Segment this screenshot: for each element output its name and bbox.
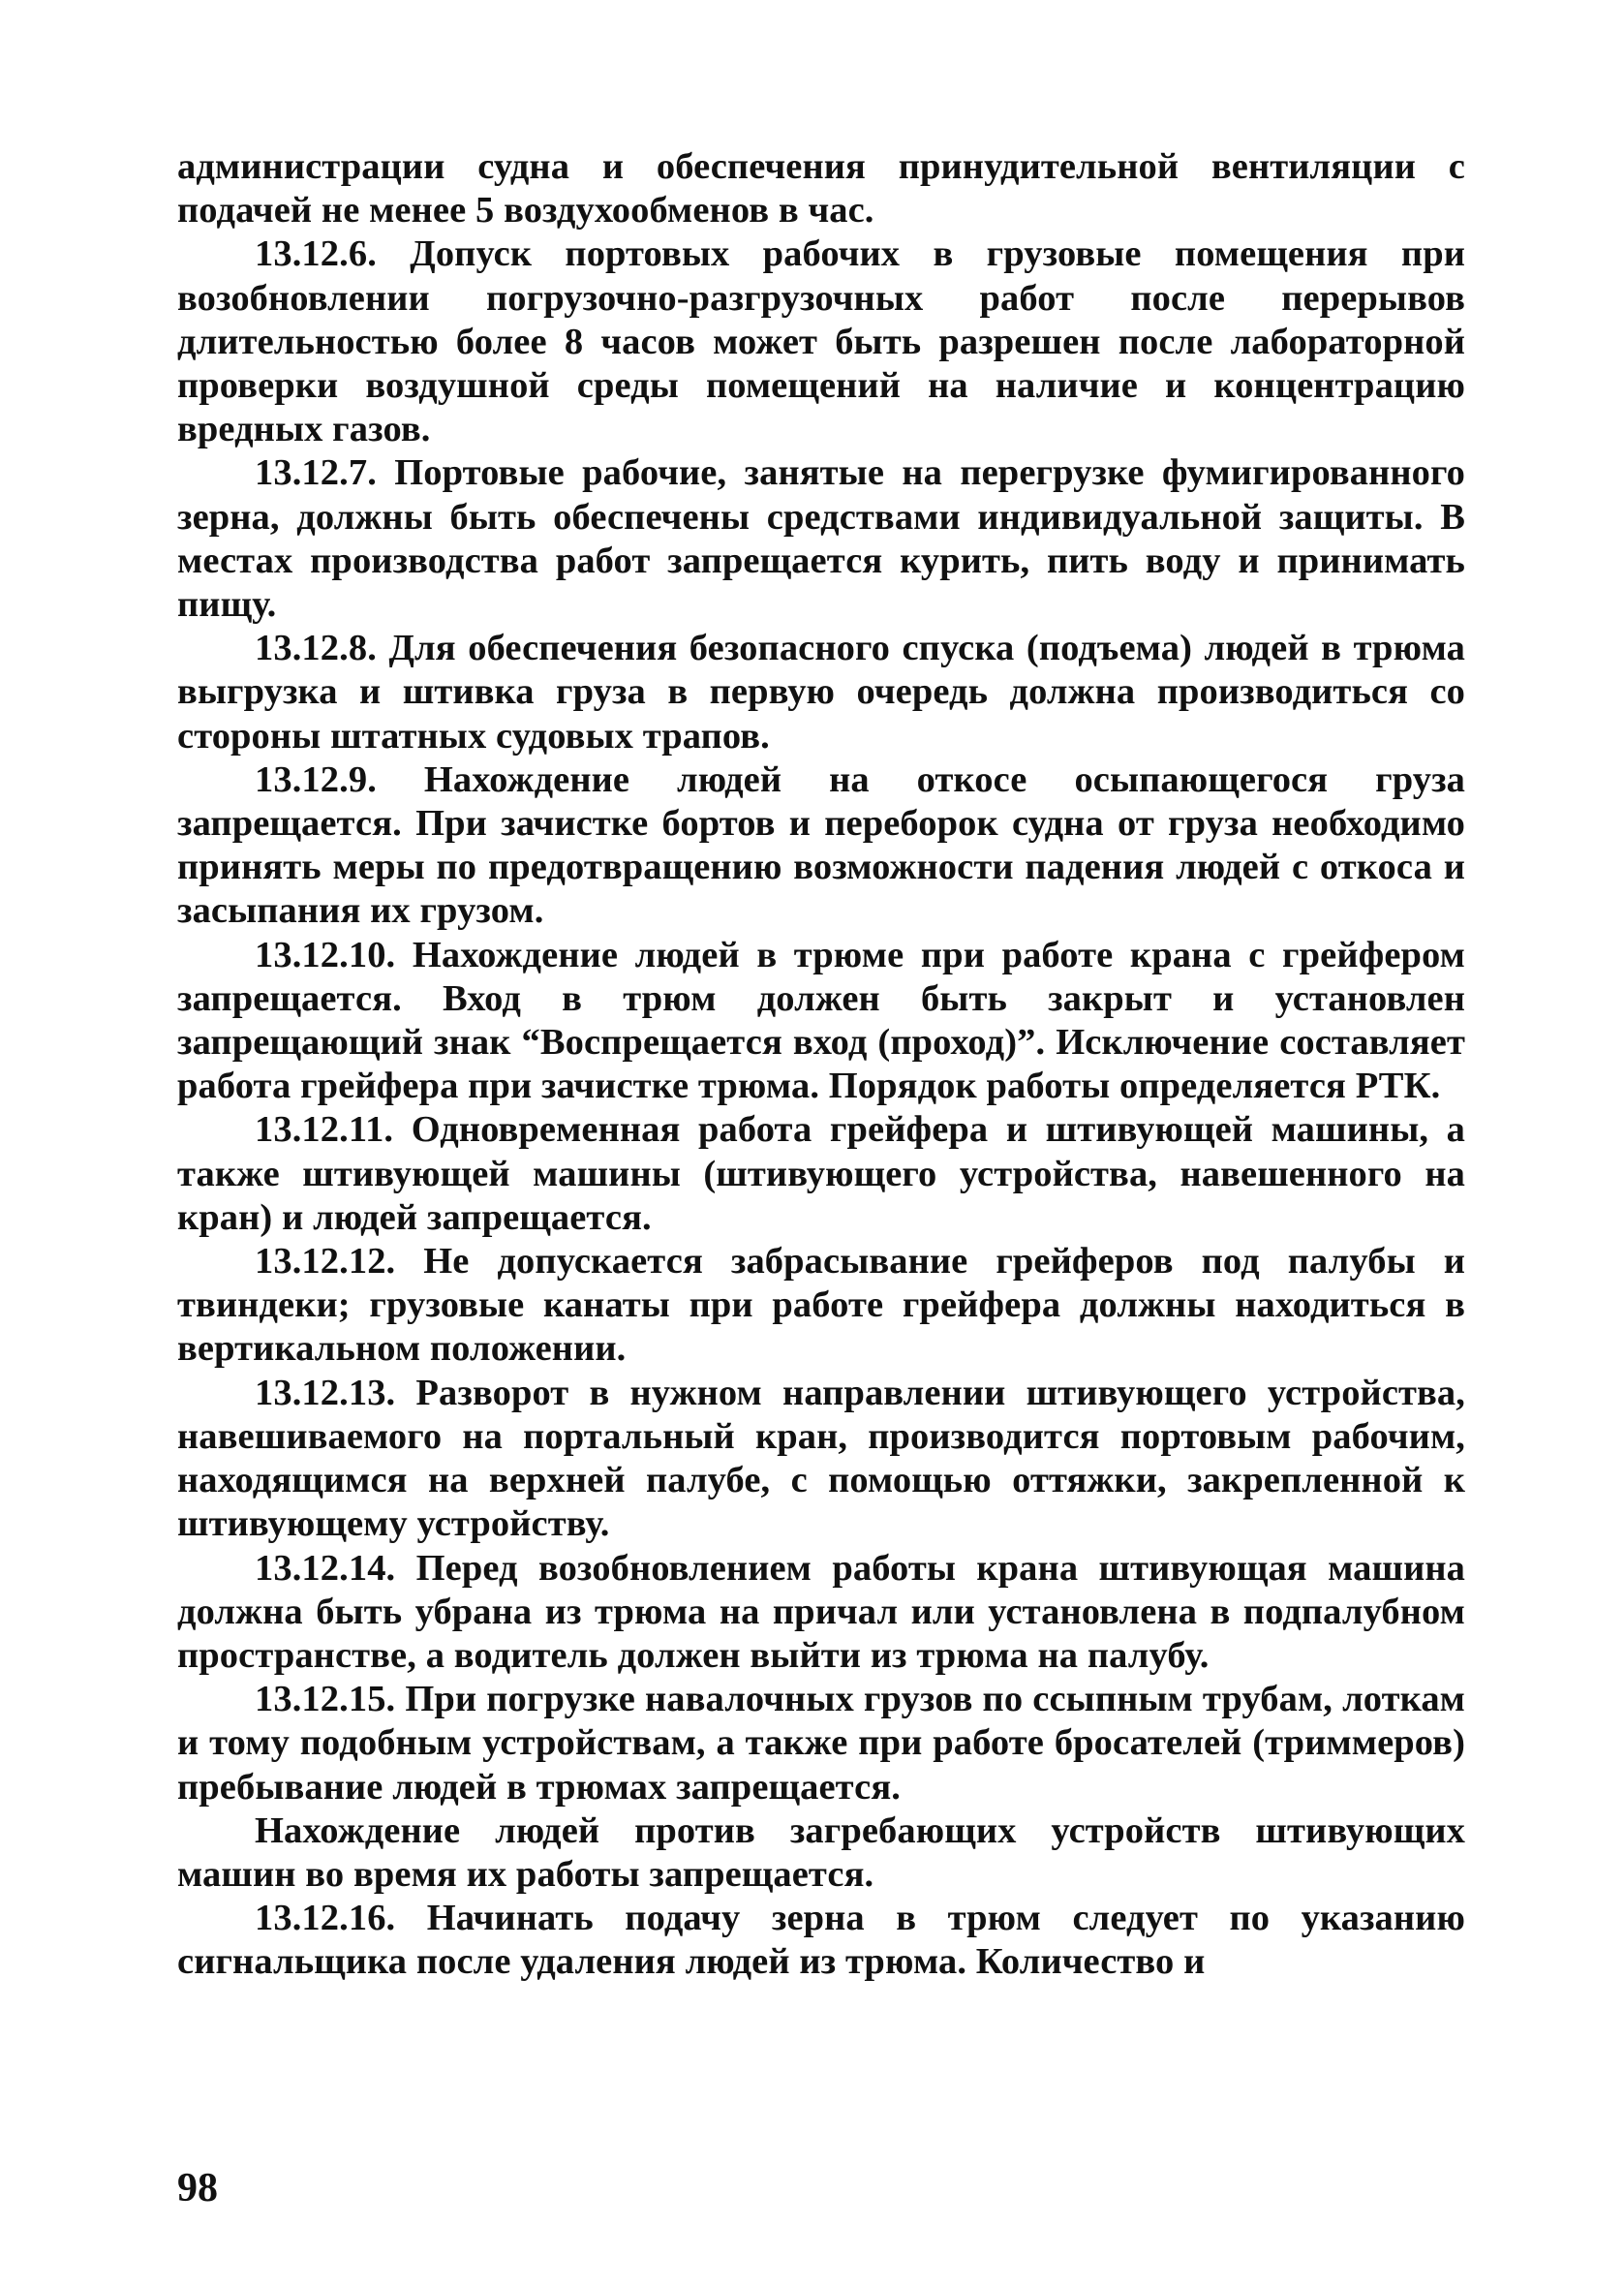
paragraph-13-12-10: 13.12.10. Нахождение людей в трюме при работе крана с грейфером запрещается. Вход в трюм должен быть закрыт и установлен запрещающий знак “Воспрещается вход (проход)”. Исключение составляет работа грейфера при зачистке трюма. Порядок работы определяется РТК. [177,934,1465,1107]
paragraph-13-12-6: 13.12.6. Допуск портовых рабочих в грузовые помещения при возобновлении погрузочно-разгрузочных работ после перерывов длительностью более 8 часов может быть разрешен после лабораторной проверки воздушной среды помещений на наличие и концентрацию вредных газов. [177,233,1465,450]
paragraph-13-12-12: 13.12.12. Не допускается забрасывание грейферов под палубы и твиндеки; грузовые канаты при работе грейфера должны находиться в вертикальном положении. [177,1241,1465,1370]
paragraph-13-12-15-continued: Нахождение людей против загребающих устройств штивующих машин во время их работы запрещается. [177,1809,1465,1895]
page-number: 98 [177,2166,218,2211]
paragraph-13-12-14: 13.12.14. Перед возобновлением работы крана штивующая машина должна быть убрана из трюма на причал или установлена в подпалубном пространстве, а водитель должен выйти из трюма на палубу. [177,1547,1465,1676]
paragraph-13-12-7: 13.12.7. Портовые рабочие, занятые на перегрузке фумигированного зерна, должны быть обеспечены средствами индивидуальной защиты. В местах производства работ запрещается курить, пить воду и принимать пищу. [177,452,1465,626]
paragraph-13-12-8: 13.12.8. Для обеспечения безопасного спуска (подъема) людей в трюма выгрузка и штивка груза в первую очередь должна производиться со стороны штатных судовых трапов. [177,628,1465,757]
paragraph-continuation: администрации судна и обеспечения принудительной вентиляции с подачей не менее 5 воздухообменов в час. [177,146,1465,232]
paragraph-13-12-11: 13.12.11. Одновременная работа грейфера и штивующей машины, а также штивующей машины (штивующего устройства, навешенного на кран) и людей запрещается. [177,1109,1465,1238]
paragraph-13-12-13: 13.12.13. Разворот в нужном направлении штивующего устройства, навешиваемого на портальный кран, производится портовым рабочим, находящимся на верхней палубе, с помощью оттяжки, закрепленной к штивующему устройству. [177,1372,1465,1545]
paragraph-13-12-16: 13.12.16. Начинать подачу зерна в трюм следует по указанию сигнальщика после удаления людей из трюма. Количество и [177,1898,1465,1983]
paragraph-13-12-9: 13.12.9. Нахождение людей на откосе осыпающегося груза запрещается. При зачистке бортов и переборок судна от груза необходимо принять меры по предотвращению возможности падения людей с откоса и засыпания их грузом. [177,758,1465,932]
page-body [177,145,1465,1985]
paragraph-13-12-15: 13.12.15. При погрузке навалочных грузов по ссыпным трубам, лоткам и тому подобным устройствам, а также при работе бросателей (триммеров) пребывание людей в трюмах запрещается. [177,1679,1465,1808]
